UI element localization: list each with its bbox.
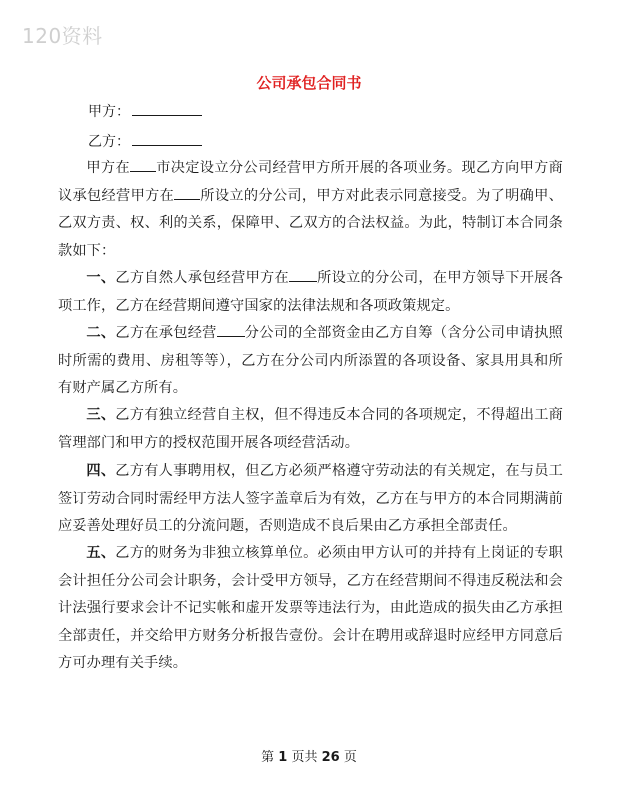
clause-number: 三、 bbox=[86, 407, 116, 423]
document-title: 公司承包合同书 bbox=[256, 74, 362, 92]
clause-text-1: 乙方自然人承包经营甲方在 bbox=[115, 270, 289, 286]
clause-number: 五、 bbox=[86, 545, 116, 561]
clause-number: 一、 bbox=[86, 270, 116, 286]
clause-3 bbox=[58, 402, 563, 457]
watermark: 120资料 bbox=[22, 24, 103, 48]
clause-text-2: 分公司的全部资金由乙方自筹（含分公司申请执照时所需的费用、房租等等），乙方在分公司内所添置的各项设备、家具用具和所有财产属乙方所有。 bbox=[58, 325, 563, 397]
clause-text: 乙方的财务为非独立核算单位。必须由甲方认可的并持有上岗证的专职会计担任分公司会计职务，会计受甲方领导，乙方在经营期间不得违反税法和会计法强行要求会计不记实帐和虚开发票等违法行为，由此造成的损失由乙方承担全部责任，并交给甲方财务分析报告壹份。会计在聘用或辞退时应经甲方同意后方可办理有关手续。 bbox=[58, 545, 563, 672]
intro-text-2: 市决定设立分公司经营甲方所开展的各项业务。现乙方向甲方商议承包经营甲方在 bbox=[58, 160, 563, 204]
footer-middle: 页共 bbox=[287, 750, 322, 765]
total-pages: 26 bbox=[321, 750, 340, 765]
footer-suffix: 页 bbox=[339, 750, 357, 765]
clause-1 bbox=[58, 265, 563, 320]
clause-text-1: 乙方在承包经营 bbox=[115, 325, 217, 341]
page-footer bbox=[0, 746, 618, 765]
intro-text-3: 所设立的分公司，甲方对此表示同意接受。为了明确甲、乙双方责、权、利的关系，保障甲、乙双方的合法权益。为此，特制订本合同条款如下： bbox=[58, 187, 563, 259]
clause-5 bbox=[58, 540, 563, 678]
clause-4 bbox=[58, 458, 563, 541]
party-b-line bbox=[88, 131, 202, 151]
intro-text-1: 甲方在 bbox=[86, 160, 130, 176]
clause-text-2: 所设立的分公司，在甲方领导下开展各项工作，乙方在经营期间遵守国家的法律法规和各项政策规定。 bbox=[58, 270, 563, 314]
party-a-line bbox=[88, 101, 202, 121]
current-page: 1 bbox=[278, 750, 288, 765]
clause-blank bbox=[289, 268, 317, 282]
clause-text: 乙方有人事聘用权，但乙方必须严格遵守劳动法的有关规定，在与员工签订劳动合同时需经甲方法人签字盖章后为有效，乙方在与甲方的本合同期满前应妥善处理好员工的分流问题，否则造成不良后果由乙方承担全部责任。 bbox=[58, 463, 563, 535]
party-a-blank bbox=[132, 101, 202, 116]
party-b-blank bbox=[132, 131, 202, 146]
location-blank bbox=[174, 186, 200, 200]
footer-prefix: 第 bbox=[261, 750, 279, 765]
clause-text: 乙方有独立经营自主权，但不得违反本合同的各项规定，不得超出工商管理部门和甲方的授权范围开展各项经营活动。 bbox=[58, 407, 563, 451]
intro-paragraph bbox=[58, 155, 563, 265]
party-a-label: 甲方： bbox=[88, 104, 130, 120]
clause-blank bbox=[217, 323, 245, 337]
clause-2 bbox=[58, 320, 563, 403]
party-b-label: 乙方： bbox=[88, 134, 130, 150]
city-blank bbox=[130, 158, 156, 172]
clause-number: 二、 bbox=[86, 325, 116, 341]
clause-number: 四、 bbox=[86, 463, 116, 479]
